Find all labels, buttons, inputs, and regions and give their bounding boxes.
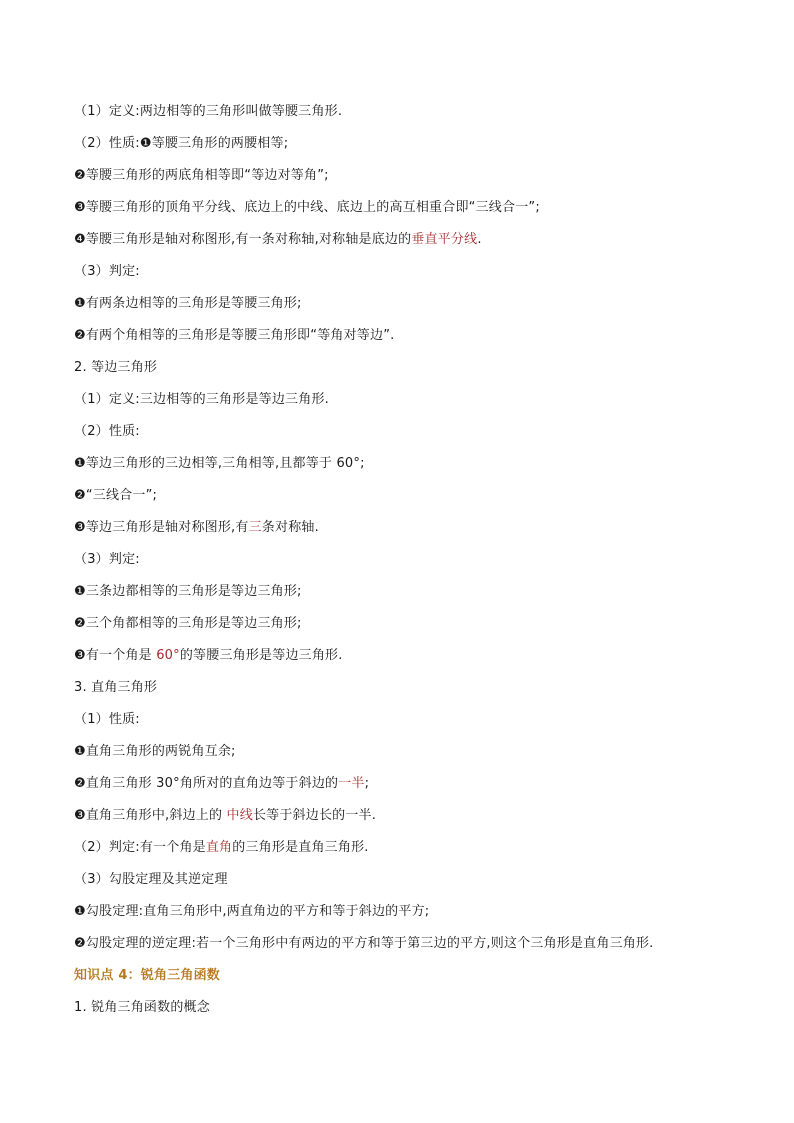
equilateral-properties-heading: （2）性质: (74, 424, 140, 439)
text-segment: ❸等边三角形是轴对称图形,有 (74, 520, 249, 535)
right-triangle-property-3 (74, 807, 376, 825)
section-equilateral: 2. 等边三角形 (74, 360, 158, 375)
text-segment: ❸有一个角是 (74, 648, 157, 663)
text-segment: 的等腰三角形是等边三角形. (179, 648, 343, 663)
pythagorean-theorem: ❶勾股定理:直角三角形中,两直角边的平方和等于斜边的平方; (74, 904, 430, 919)
pythagorean-heading: （3）勾股定理及其逆定理 (74, 872, 228, 887)
right-triangle-property-1: ❶直角三角形的两锐角互余; (74, 744, 236, 759)
section-right-triangle: 3. 直角三角形 (74, 680, 158, 695)
text-segment: （2）判定:有一个角是 (74, 840, 206, 855)
isosceles-criterion-1: ❶有两条边相等的三角形是等腰三角形; (74, 296, 302, 311)
highlight-text: 直角 (205, 840, 233, 855)
equilateral-property-3 (74, 519, 319, 537)
equilateral-criteria-heading: （3）判定: (74, 552, 140, 567)
equilateral-criterion-3 (74, 647, 343, 665)
knowledge-point-4-heading: 知识点 4：锐角三角函数 (74, 968, 220, 983)
pythagorean-converse: ❷勾股定理的逆定理:若一个三角形中有两边的平方和等于第三边的平方,则这个三角形是直角三角形. (74, 936, 654, 951)
highlight-text: 中线 (226, 808, 253, 823)
trig-concept-heading: 1. 锐角三角函数的概念 (74, 1000, 210, 1015)
equilateral-property-2: ❷“三线合一”; (74, 488, 158, 503)
right-triangle-property-2 (74, 775, 369, 793)
highlight-text: 垂直平分线 (411, 232, 478, 247)
equilateral-property-1: ❶等边三角形的三边相等,三角相等,且都等于 60°; (74, 456, 365, 471)
right-triangle-criterion (74, 839, 369, 857)
isosceles-property-2: ❷等腰三角形的两底角相等即“等边对等角”; (74, 168, 329, 183)
text-segment: . (477, 232, 482, 247)
highlight-text: 一半 (338, 776, 365, 791)
equilateral-definition: （1）定义:三边相等的三角形是等边三角形. (74, 392, 329, 407)
text-segment: ❹等腰三角形是轴对称图形,有一条对称轴,对称轴是底边的 (74, 232, 412, 247)
text-segment: ❸直角三角形中,斜边上的 (74, 808, 227, 823)
isosceles-criterion-2: ❷有两个角相等的三角形是等腰三角形即“等角对等边”. (74, 328, 395, 343)
highlight-text: 三 (248, 520, 262, 535)
isosceles-property-3: ❸等腰三角形的顶角平分线、底边上的中线、底边上的高互相重合即“三线合一”; (74, 200, 540, 215)
text-segment: 条对称轴. (261, 520, 319, 535)
right-triangle-properties-heading: （1）性质: (74, 712, 140, 727)
text-segment: ; (364, 776, 370, 791)
text-segment: 的三角形是直角三角形. (232, 840, 369, 855)
isosceles-property-4 (74, 231, 482, 249)
equilateral-criterion-2: ❷三个角都相等的三角形是等边三角形; (74, 616, 302, 631)
isosceles-property-1: （2）性质:❶等腰三角形的两腰相等; (74, 136, 289, 151)
isosceles-criteria-heading: （3）判定: (74, 264, 140, 279)
isosceles-definition: （1）定义:两边相等的三角形叫做等腰三角形. (74, 104, 343, 119)
text-segment: ❷直角三角形 30°角所对的直角边等于斜边的 (74, 776, 339, 791)
text-segment: 长等于斜边长的一半. (252, 808, 377, 823)
highlight-text: 60° (156, 648, 180, 663)
equilateral-criterion-1: ❶三条边都相等的三角形是等边三角形; (74, 584, 302, 599)
